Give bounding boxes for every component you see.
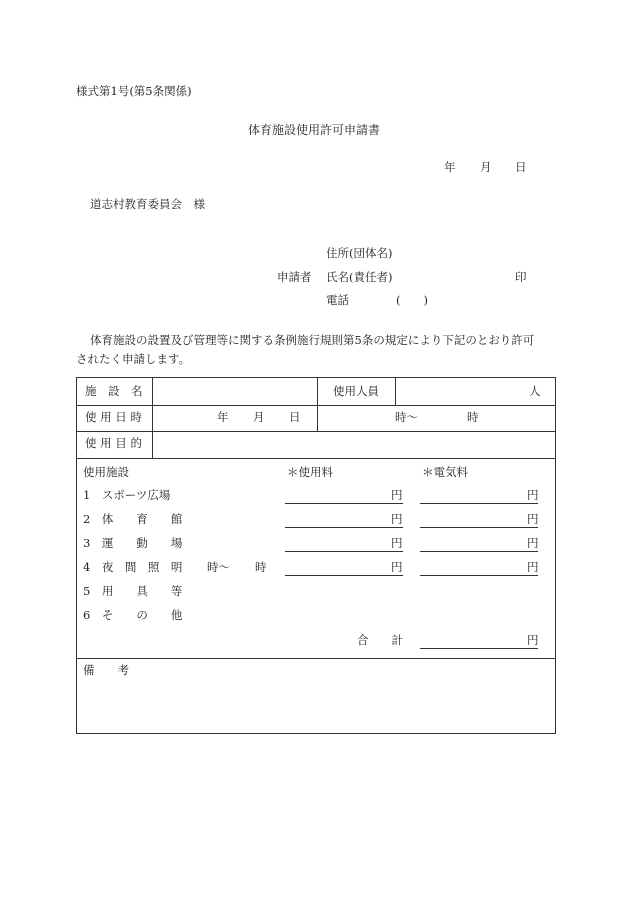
date-year: 年 xyxy=(444,160,456,174)
fee-yen: 円 xyxy=(391,512,403,526)
table-divider xyxy=(77,458,555,459)
facility-item: 4 夜 間 照 明 xyxy=(83,560,183,574)
datetime-label: 使 用 日 時 xyxy=(85,410,142,424)
page-title: 体育施設使用許可申請書 xyxy=(248,123,381,137)
time-to: 時 xyxy=(467,410,479,424)
table-divider xyxy=(395,378,396,405)
phone-label: 電話 xyxy=(326,293,349,307)
electric-line-2 xyxy=(420,527,538,528)
name-label: 氏名(責任者) xyxy=(326,270,393,284)
electric-line-4 xyxy=(420,575,538,576)
form-number: 様式第1号(第5条関係) xyxy=(76,84,192,98)
date-month: 月 xyxy=(480,160,492,174)
purpose-label: 使 用 目 的 xyxy=(85,436,142,450)
electric-yen: 円 xyxy=(527,488,539,502)
table-divider xyxy=(77,658,555,659)
total-label: 合 計 xyxy=(357,633,403,647)
night-time-from: 時〜 xyxy=(207,560,230,574)
date-month-cell: 月 xyxy=(253,410,265,424)
electric-line-1 xyxy=(420,503,538,504)
facility-item: 2 体 育 館 xyxy=(83,512,183,526)
facility-item: 3 運 動 場 xyxy=(83,536,183,550)
fee-heading: ＊使用料 xyxy=(287,465,333,479)
time-from: 時〜 xyxy=(395,410,418,424)
night-time-to: 時 xyxy=(255,560,267,574)
table-divider xyxy=(77,405,555,406)
table-divider xyxy=(77,431,555,432)
body-text-line2: されたく申請します。 xyxy=(76,352,191,366)
fee-line-2 xyxy=(285,527,403,528)
electric-yen: 円 xyxy=(527,512,539,526)
date-day: 日 xyxy=(515,160,527,174)
electric-line-3 xyxy=(420,551,538,552)
date-year-cell: 年 xyxy=(217,410,229,424)
address-label: 住所(団体名) xyxy=(326,246,393,260)
table-divider xyxy=(317,378,318,431)
total-yen: 円 xyxy=(527,633,539,647)
facility-item: 5 用 具 等 xyxy=(83,584,183,598)
fee-yen: 円 xyxy=(391,560,403,574)
fee-yen: 円 xyxy=(391,488,403,502)
electric-heading: ＊電気料 xyxy=(422,465,468,479)
users-unit: 人 xyxy=(529,384,541,398)
facilities-heading: 使用施設 xyxy=(83,465,129,479)
electric-yen: 円 xyxy=(527,560,539,574)
application-table xyxy=(76,377,556,734)
seal-mark: 印 xyxy=(515,270,527,284)
body-text-line1: 体育施設の設置及び管理等に関する条例施行規則第5条の規定により下記のとおり許可 xyxy=(90,333,535,347)
facility-name-label: 施 設 名 xyxy=(85,384,143,398)
phone-parens: ( ) xyxy=(396,293,428,307)
fee-line-3 xyxy=(285,551,403,552)
facility-item: 1 スポーツ広場 xyxy=(83,488,171,502)
applicant-role: 申請者 xyxy=(277,270,312,284)
remarks-label: 備 考 xyxy=(83,663,129,677)
fee-yen: 円 xyxy=(391,536,403,550)
fee-line-1 xyxy=(285,503,403,504)
fee-line-4 xyxy=(285,575,403,576)
date-day-cell: 日 xyxy=(289,410,301,424)
facility-item: 6 そ の 他 xyxy=(83,608,183,622)
total-line xyxy=(420,648,538,649)
electric-yen: 円 xyxy=(527,536,539,550)
table-divider xyxy=(152,378,153,458)
users-label: 使用人員 xyxy=(333,384,379,398)
addressee: 道志村教育委員会 様 xyxy=(90,197,205,211)
